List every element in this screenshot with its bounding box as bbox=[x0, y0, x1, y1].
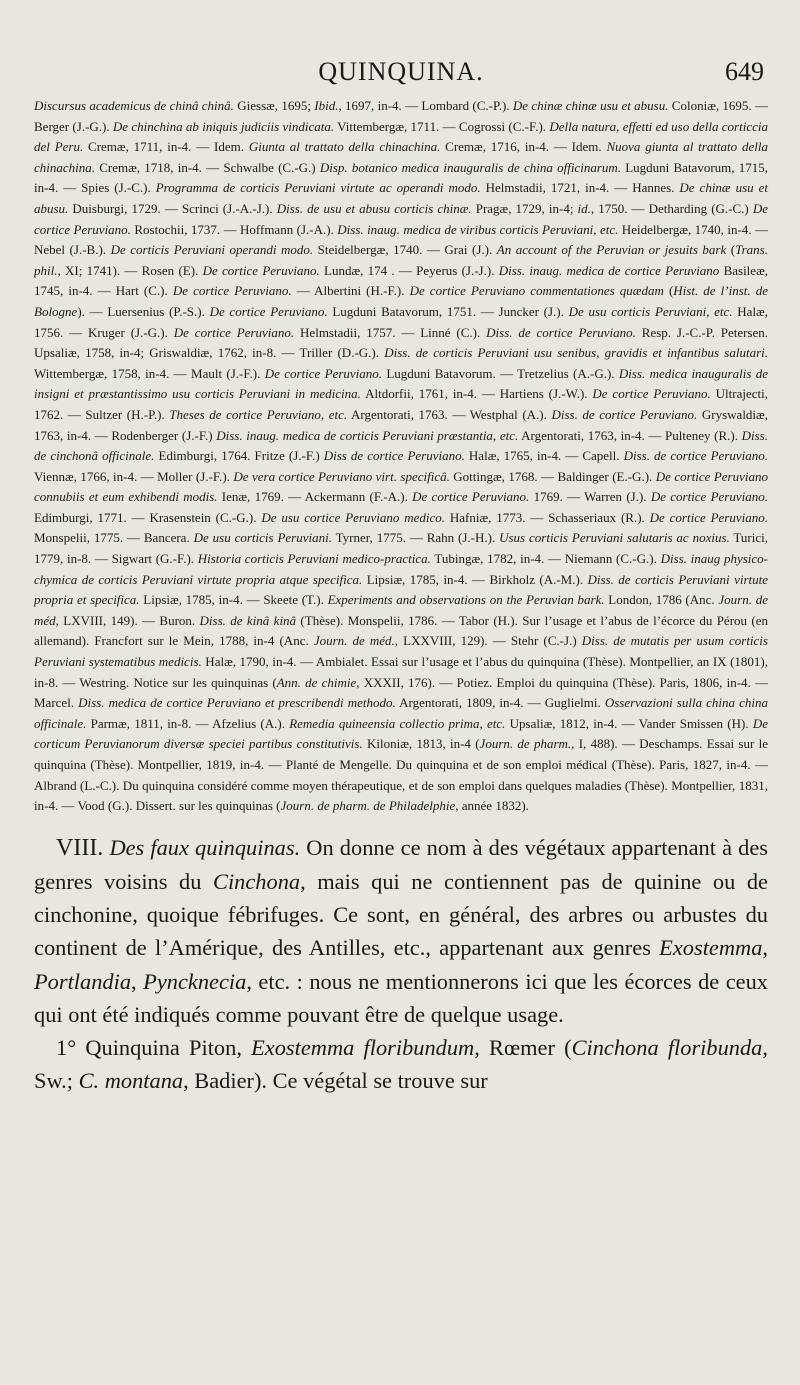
page-number: 649 bbox=[725, 57, 764, 86]
bibliography-paragraph: Discursus academicus de chinâ chinâ. Giessæ, 1695; Ibid., 1697, in-4. — Lombard (C.-P.). De chinæ chinæ usu et abusu. Coloniæ, 1695. — Berger (J.-G.). De chinchina ab iniquis judiciis vindicata. Vittembergæ, 1711. — Cogrossi (C.-F.). Della natura, effetti ed uso della corticcia del Peru. Cremæ, 1711, in-4. — Idem. Giunta al trattato della chinachina. Cremæ, 1716, in-4. — Idem. Nuova giunta al trattato della chinachina. Cremæ, 1718, in-4. — Schwalbe (C.-G.) Disp. botanico medica inauguralis de china officinarum. Lugduni Batavorum, 1715, in-4. — Spies (J.-C.). Programma de corticis Peruviani virtute ac operandi modo. Helmstadii, 1721, in-4. — Hannes. De chinæ usu et abusu. Duisburgi, 1729. — Scrinci (J.-A.-J.). Diss. de usu et abusu corticis chinæ. Pragæ, 1729, in-4; id., 1750. — Detharding (G.-C.) De cortice Peruviano. Rostochii, 1737. — Hoffmann (J.-A.). Diss. inaug. medica de viribus corticis Peruviani, etc. Heidelbergæ, 1740, in-4. — Nebel (J.-B.). De corticis Peruviani operandi modo. Steidelbergæ, 1740. — Grai (J.). An account of the Peruvian or jesuits bark (Trans. phil., XI; 1741). — Rosen (E). De cortice Peruviano. Lundæ, 174 . — Peyerus (J.-J.). Diss. inaug. medica de cortice Peruviano Basileæ, 1745, in-4. — Hart (C.). De cortice Peruviano. — Albertini (H.-F.). De cortice Peruviano commentationes quædam (Hist. de l’inst. de Bologne). — Luersenius (P.-S.). De cortice Peruviano. Lugduni Batavorum, 1751. — Juncker (J.). De usu corticis Peruviani, etc. Halæ, 1756. — Kruger (J.-G.). De cortice Peruviano. Helmstadii, 1757. — Linné (C.). Diss. de cortice Peruviano. Resp. J.-C.-P. Petersen. Upsaliæ, 1758, in-4; Griswaldiæ, 1762, in-8. — Triller (D.-G.). Diss. de corticis Peruviani usu senibus, gravidis et infantibus salutari. Wittembergæ, 1758, in-4. — Mault (J.-F.). De cortice Peruviano. Lugduni Batavorum. — Tretzelius (A.-G.). Diss. medica inauguralis de insigni et præstantissimo usu corticis Peruviani in medicina. Altdorfii, 1761, in-4. — Hartiens (J.-W.). De cortice Peruviano. Ultrajecti, 1762. — Sultzer (H.-P.). Theses de cortice Peruviano, etc. Argentorati, 1763. — Westphal (A.). Diss. de cortice Peruviano. Gryswaldiæ, 1763, in-4. — Rodenberger (J.-F.) Diss. inaug. medica de corticis Peruviani præstantia, etc. Argentorati, 1763, in-4. — Pulteney (R.). Diss. de cinchonâ officinale. Edimburgi, 1764. Fritze (J.-F.) Diss de cortice Peruviano. Halæ, 1765, in-4. — Capell. Diss. de cortice Peruviano. Viennæ, 1766, in-4. — Moller (J.-F.). De vera cortice Peruviano virt. specificâ. Gottingæ, 1768. — Baldinger (E.-G.). De cortice Peruviano connubiis et eum exhibendi modis. Ienæ, 1769. — Ackermann (F.-A.). De cortice Peruviano. 1769. — Warren (J.). De cortice Peruviano. Edimburgi, 1771. — Krasenstein (C.-G.). De usu cortice Peruviano medico. Hafniæ, 1773. — Schasseriaux (R.). De cortice Peruviano. Monspelii, 1775. — Bancera. De usu corticis Peruviani. Tyrner, 1775. — Rahn (J.-H.). Usus corticis Peruviani salutaris ac noxius. Turici, 1779, in-8. — Sigwart (G.-F.). Historia corticis Peruviani medico-practica. Tubingæ, 1782, in-4. — Niemann (C.-G.). Diss. inaug physico-chymica de corticis Peruviani virtute propria atque specifica. Lipsiæ, 1785, in-4. — Birkholz (A.-M.). Diss. de corticis Peruviani virtute propria et specifica. Lipsiæ, 1785, in-4. — Skeete (T.). Experiments and observations on the Peruvian bark. London, 1786 (Anc. Journ. de méd, LXVIII, 149). — Buron. Diss. de kinâ kinâ (Thèse). Monspelii, 1786. — Tabor (H.). Sur l’usage et l’abus de l’écorce du Pérou (en allemand). Francfort sur le Mein, 1788, in-4 (Anc. Journ. de méd., LXXVIII, 129). — Stehr (C.-J.) Diss. de mutatis per usum corticis Peruviani systematibus medicis. Halæ, 1790, in-4. — Ambialet. Essai sur l’usage et l’abus du quinquina (Thèse). Montpellier, an IX (1801), in-8. — Westring. Notice sur les quinquinas (Ann. de chimie, XXXII, 176). — Potiez. Emploi du quinquina (Thèse). Paris, 1806, in-4. — Marcel. Diss. medica de cortice Peruviano et prescribendi methodo. Argentorati, 1809, in-4. — Guglielmi. Osservazioni sulla china china officinale. Parmæ, 1811, in-8. — Afzelius (A.). Remedia quineensia collectio prima, etc. Upsaliæ, 1812, in-4. — Vander Smissen (H). De corticum Peruvianorum diversæ speciei partibus constitutivis. Kiloniæ, 1813, in-4 (Journ. de pharm., I, 488). — Deschamps. Essai sur le quinquina (Thèse). Montpellier, 1819, in-4. — Planté de Mengelle. Du quinquina et de son emploi médical (Thèse). Paris, 1827, in-4. — Albrand (L.-C.). Du quinquina considéré comme moyen thérapeutique, et de son emploi dans quelques maladies (Thèse). Montpellier, 1831, in-4. — Vood (G.). Dissert. sur les quinquinas (Journ. de pharm. de Philadelphie, année 1832). bbox=[34, 98, 769, 814]
running-title: QUINQUINA. bbox=[318, 57, 484, 86]
body-text bbox=[34, 831, 768, 1098]
page-header bbox=[34, 52, 768, 92]
item-paragraph: 1° Quinquina Piton, Exostemma floribundum, Rœmer (Cinchona floribunda, Sw.; C. montana, Badier). Ce végétal se trouve sur bbox=[34, 1035, 768, 1094]
section-paragraph: VIII. Des faux quinquinas. On donne ce nom à des végétaux appartenant à des genres voisins du Cinchona, mais qui ne contiennent pas de quinine ou de cinchonine, quoique fébrifuges. Ce sont, en général, des arbres ou arbustes du continent de l’Amérique, des Antilles, etc., appartenant aux genres Exostemma, Portlandia, Pyncknecia, etc. : nous ne mentionnerons ici que les écorces de ceux qui ont été indiqués comme pouvant être de quelque usage. bbox=[34, 834, 769, 1027]
